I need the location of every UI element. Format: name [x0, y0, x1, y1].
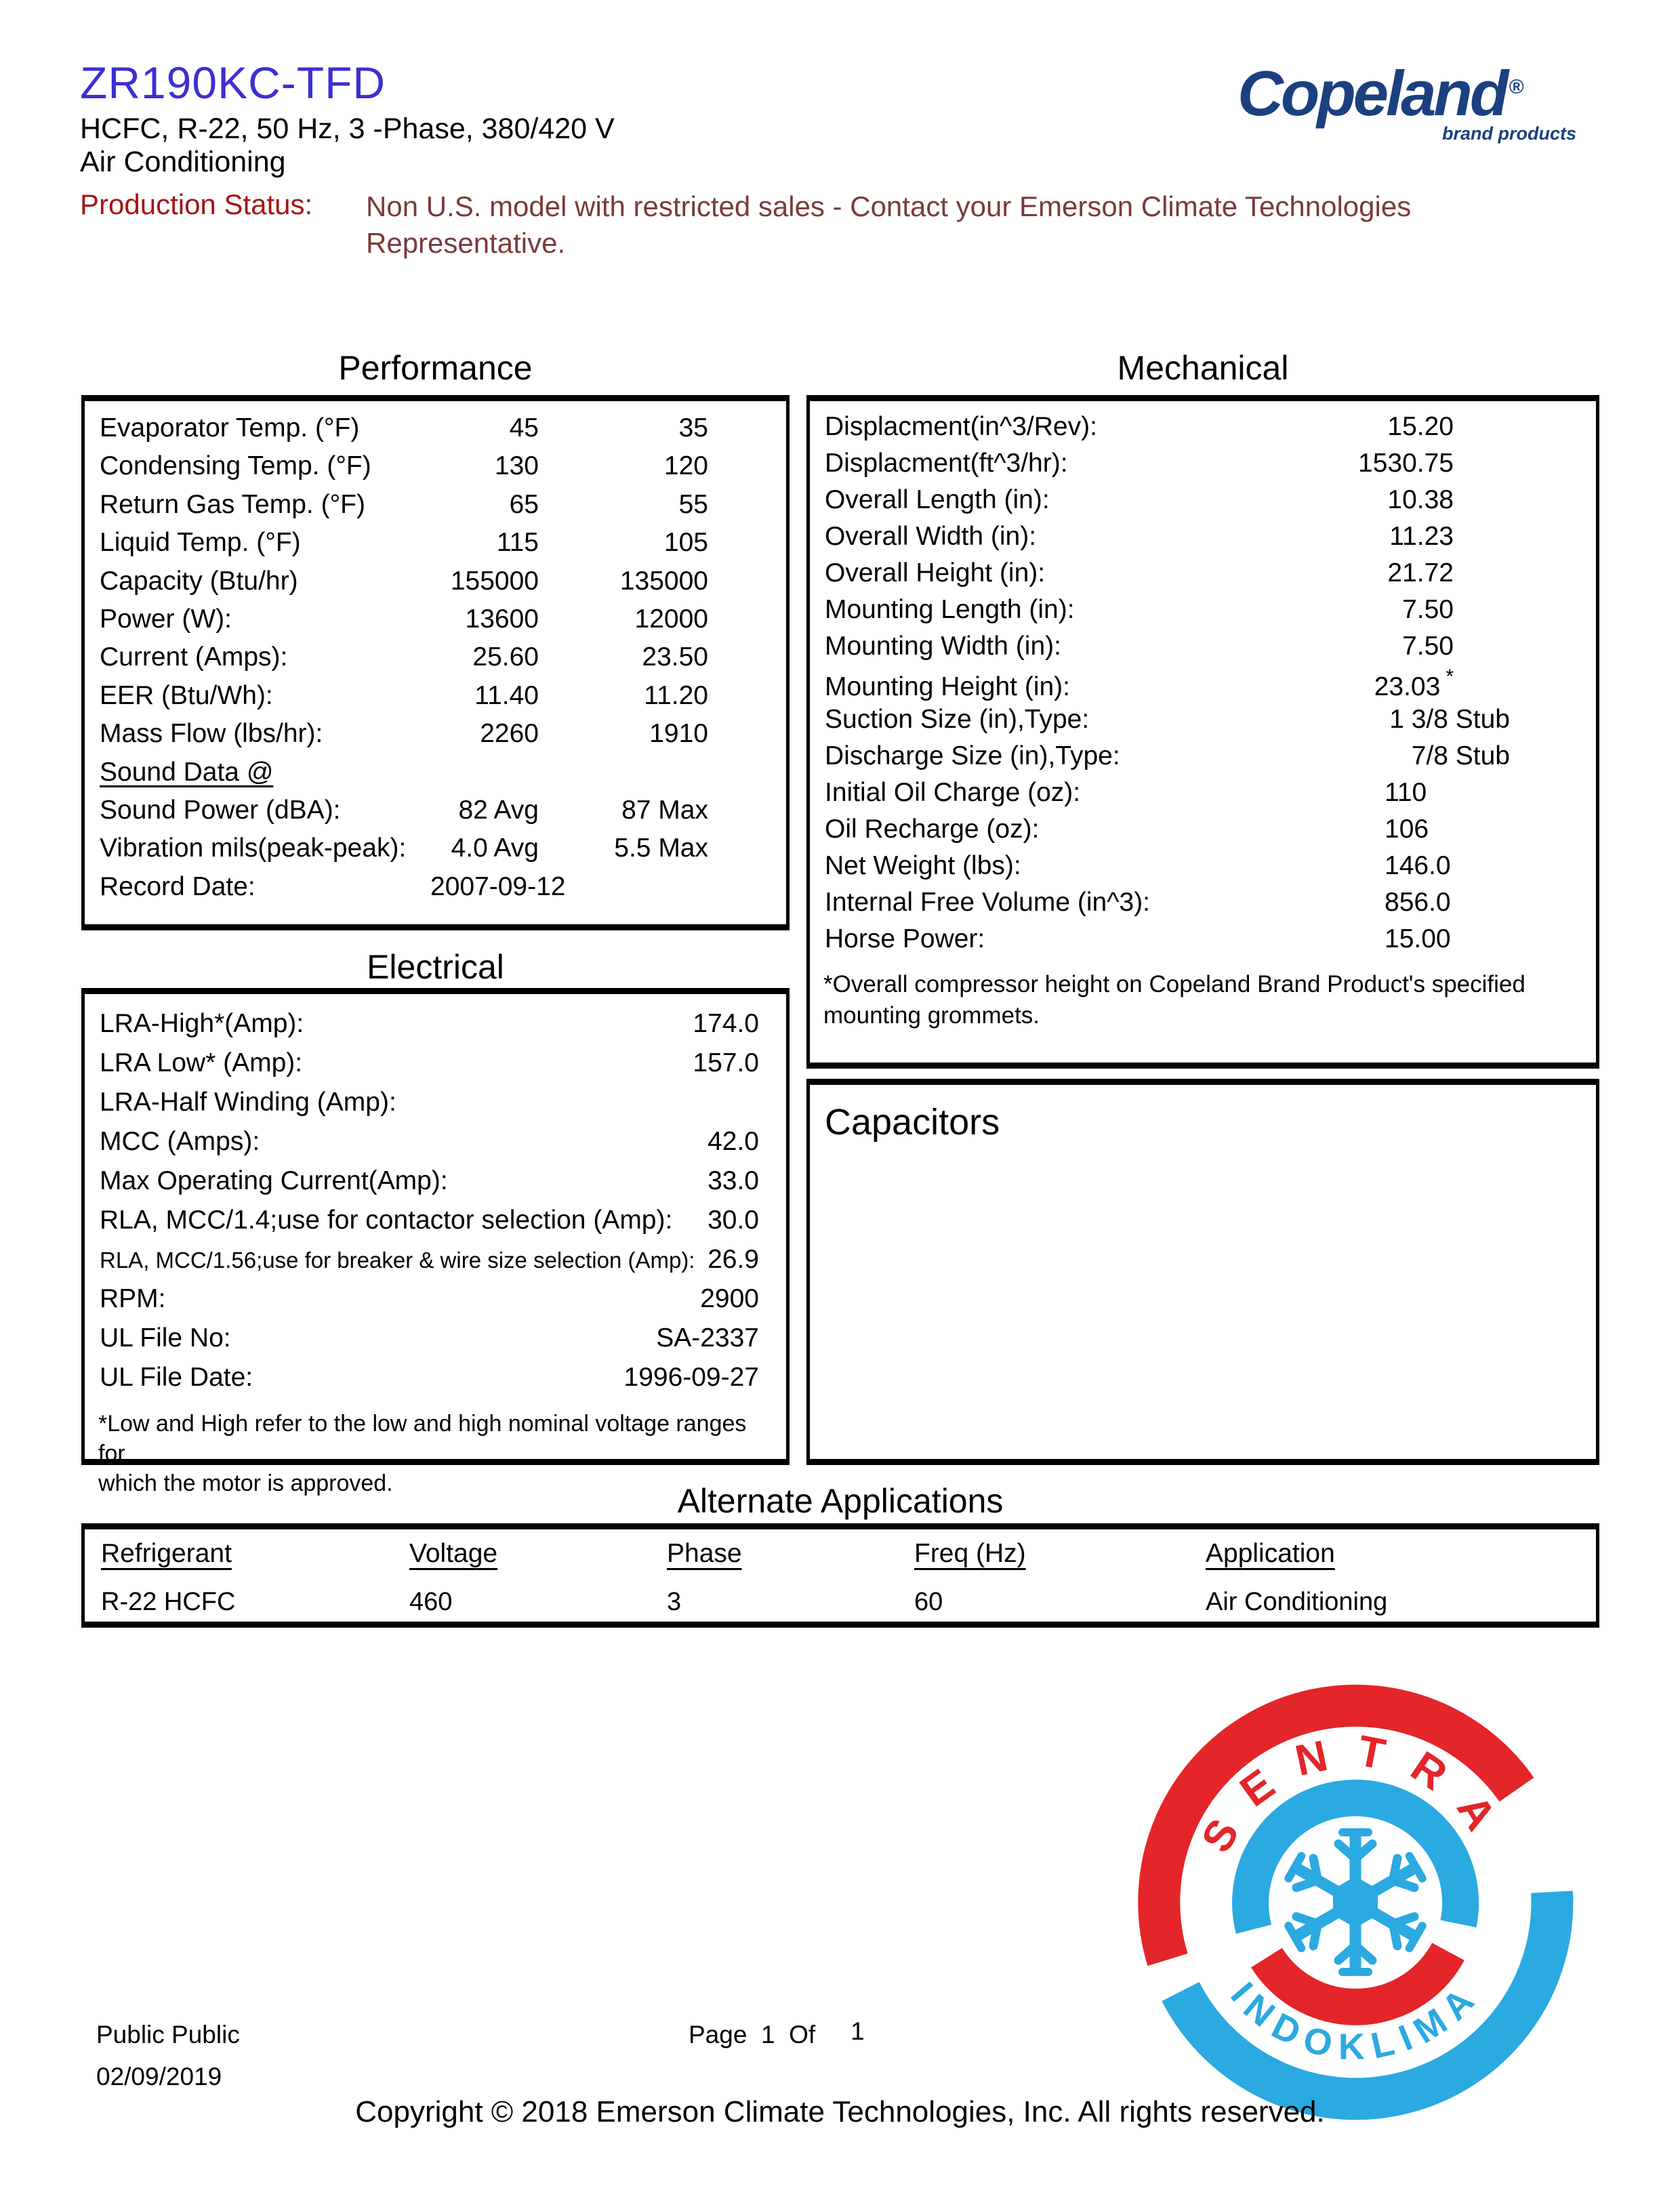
- registered-mark-icon: ®: [1509, 75, 1521, 98]
- row-label: Record Date:: [100, 871, 255, 901]
- row-label: UL File Date:: [100, 1363, 253, 1392]
- table-row: [810, 449, 1596, 485]
- row-label: Suction Size (in),Type:: [825, 705, 1090, 734]
- table-row: [85, 642, 786, 680]
- copeland-logo: [1237, 57, 1603, 144]
- row-value-2: 105: [663, 528, 708, 558]
- row-value-2: 55: [678, 489, 708, 519]
- mechanical-table: [806, 395, 1599, 1069]
- row-value: 157.0: [693, 1048, 759, 1077]
- page-total: 1: [851, 2017, 865, 2045]
- table-row: [810, 741, 1596, 778]
- row-value-1: 115: [496, 528, 539, 558]
- row-label: Mass Flow (lbs/hr):: [100, 719, 323, 749]
- table-row: [85, 758, 786, 796]
- row-label: Overall Length (in):: [825, 485, 1050, 514]
- production-status: [80, 188, 1423, 262]
- row-label: Condensing Temp. (°F): [100, 451, 371, 481]
- capacitors-section: [806, 1079, 1599, 1465]
- row-label: Sound Power (dBA):: [100, 795, 341, 825]
- row-value: 7.50: [1402, 632, 1454, 661]
- row-value-1: 11.40: [474, 680, 539, 710]
- row-value: 11.23: [1389, 522, 1454, 551]
- table-row: [85, 1245, 786, 1284]
- row-value-1: 65: [509, 489, 539, 519]
- production-status-label: Production Status:: [80, 188, 313, 220]
- table-row: [810, 924, 1596, 961]
- row-label: Mounting Height (in):: [825, 672, 1071, 701]
- table-row: [85, 1363, 786, 1402]
- table-row: [85, 1205, 786, 1245]
- row-label: Initial Oil Charge (oz):: [825, 778, 1081, 807]
- mounting-height-value: 23.03: [1374, 672, 1441, 701]
- row-label: UL File No:: [100, 1323, 231, 1353]
- table-header-row: [85, 1539, 1596, 1569]
- row-value-1: 155000: [450, 566, 539, 596]
- row-label: LRA-Half Winding (Amp):: [100, 1088, 396, 1117]
- row-value-2: 11.20: [644, 680, 708, 710]
- table-row: [810, 851, 1596, 888]
- copeland-name: Copeland: [1237, 58, 1507, 129]
- column-header: Voltage: [409, 1539, 498, 1568]
- row-label: LRA-High*(Amp):: [100, 1009, 304, 1038]
- row-label: Return Gas Temp. (°F): [100, 489, 365, 519]
- row-label: RLA, MCC/1.56;use for breaker & wire size selection (Amp):: [100, 1248, 695, 1273]
- row-value: 42.0: [708, 1127, 759, 1156]
- page-number: [689, 2017, 865, 2049]
- row-value-2: 87 Max: [621, 795, 708, 825]
- table-row: [810, 665, 1596, 705]
- footnote-line: which the motor is approved.: [98, 1470, 393, 1497]
- row-value: 174.0: [693, 1009, 759, 1038]
- page-label: Page 1 Of: [689, 2021, 816, 2048]
- row-label: Horse Power:: [825, 924, 985, 953]
- row-label: Mounting Length (in):: [825, 595, 1075, 624]
- row-value-1: 130: [494, 451, 539, 481]
- row-value: 1996-09-27: [623, 1363, 759, 1392]
- footnote-line: *Low and High refer to the low and high nominal voltage ranges for: [98, 1411, 747, 1467]
- alternate-applications-heading: Alternate Applications: [677, 1482, 1004, 1520]
- row-value-2: 12000: [634, 604, 708, 634]
- table-row: [810, 778, 1596, 815]
- row-label: Internal Free Volume (in^3):: [825, 888, 1151, 917]
- table-row: [85, 796, 786, 833]
- row-label: Overall Width (in):: [825, 522, 1037, 551]
- logo-top-text: SENTRA: [1191, 1725, 1519, 1861]
- production-status-value: Non U.S. model with restricted sales - Contact your Emerson Climate Technologies Representative.: [366, 190, 1412, 259]
- row-value-1: 13600: [465, 604, 539, 634]
- row-label: MCC (Amps):: [100, 1127, 260, 1156]
- table-row: [85, 872, 786, 910]
- alternate-applications-table: [81, 1523, 1599, 1628]
- row-label: Net Weight (lbs):: [825, 851, 1021, 880]
- logo-bottom-text: INDOKLIMA: [1223, 1974, 1489, 2067]
- row-label: Power (W):: [100, 604, 232, 634]
- document-classification: Public Public: [96, 2021, 240, 2048]
- row-value: 1530.75: [1358, 449, 1454, 478]
- row-label: Mounting Width (in):: [825, 632, 1061, 661]
- row-value: 30.0: [708, 1205, 759, 1235]
- copeland-wordmark: [1237, 57, 1603, 130]
- row-value-1: 45: [509, 413, 539, 442]
- table-row: [85, 1323, 786, 1363]
- refrigerant-spec-line: HCFC, R-22, 50 Hz, 3 -Phase, 380/420 V: [80, 112, 615, 145]
- table-row: [85, 413, 786, 451]
- mechanical-heading: Mechanical: [1117, 349, 1289, 387]
- row-value: 856.0: [1385, 888, 1451, 917]
- row-label: RPM:: [100, 1284, 166, 1313]
- row-value: 110: [1385, 778, 1427, 807]
- page-title: ZR190KC-TFD: [80, 58, 386, 108]
- footnote-line: *Overall compressor height on Copeland Brand Product's specified: [823, 971, 1525, 997]
- table-row: [85, 1088, 786, 1127]
- table-row: [810, 705, 1596, 741]
- row-value: 106: [1385, 815, 1429, 844]
- row-label: Evaporator Temp. (°F): [100, 413, 360, 442]
- row-value: 2900: [700, 1284, 759, 1313]
- table-row: [85, 1166, 786, 1205]
- table-row: [85, 528, 786, 566]
- row-value: 7/8 Stub: [1411, 741, 1510, 770]
- copyright-line: Copyright © 2018 Emerson Climate Technologies, Inc. All rights reserved.: [355, 2095, 1325, 2128]
- column-header: Application: [1206, 1539, 1335, 1568]
- row-value: 26.9: [708, 1245, 759, 1274]
- table-row: [810, 522, 1596, 558]
- snowflake-icon: [1286, 1832, 1424, 1972]
- table-row: [85, 490, 786, 528]
- table-row: [85, 681, 786, 719]
- table-row: [85, 1048, 786, 1088]
- table-row: [85, 719, 786, 757]
- column-header: Refrigerant: [101, 1539, 232, 1568]
- row-value: 33.0: [708, 1166, 759, 1195]
- mechanical-footnote: [810, 961, 1596, 1031]
- column-header: Phase: [667, 1539, 742, 1568]
- row-label: EER (Btu/Wh):: [100, 680, 273, 710]
- row-value: 15.20: [1387, 412, 1454, 441]
- row-value-2: 23.50: [642, 642, 708, 672]
- row-label: Overall Height (in):: [825, 558, 1046, 588]
- table-row: [810, 888, 1596, 924]
- copeland-tagline: brand products: [1441, 123, 1576, 144]
- row-label: Vibration mils(peak-peak):: [100, 833, 407, 863]
- row-value: 10.38: [1387, 485, 1454, 514]
- row-value: 15.00: [1385, 924, 1451, 953]
- row-value-2: 5.5 Max: [614, 833, 708, 863]
- row-value: [1216, 665, 1596, 702]
- row-value: 7.50: [1402, 595, 1454, 624]
- footnote-line: mounting grommets.: [823, 1002, 1040, 1029]
- row-value-1: 82 Avg: [458, 795, 539, 825]
- cell-application: Air Conditioning: [1206, 1588, 1388, 1616]
- row-label: Liquid Temp. (°F): [100, 528, 301, 558]
- row-label: Displacment(in^3/Rev):: [825, 412, 1097, 441]
- performance-heading: Performance: [338, 349, 533, 387]
- row-label: Oil Recharge (oz):: [825, 815, 1040, 844]
- table-row: [85, 833, 786, 871]
- row-value-2: 120: [663, 451, 708, 481]
- row-value-1: 2260: [480, 719, 539, 749]
- table-row: [810, 558, 1596, 595]
- table-row: [85, 451, 786, 489]
- table-row: [810, 632, 1596, 668]
- electrical-table: [81, 988, 790, 1497]
- table-row: [85, 566, 786, 604]
- row-value-1: 4.0 Avg: [451, 833, 539, 863]
- column-header: Freq (Hz): [914, 1539, 1026, 1568]
- table-row: [810, 412, 1596, 449]
- table-row: [810, 815, 1596, 851]
- sentra-indoklima-logo: [1122, 1668, 1589, 2136]
- row-value-2: 135000: [619, 566, 708, 596]
- capacitors-heading: Capacitors: [825, 1102, 1000, 1142]
- cell-voltage: 460: [409, 1588, 453, 1616]
- row-label: RLA, MCC/1.4;use for contactor selection (Amp):: [100, 1205, 673, 1235]
- footnote-asterisk: *: [1446, 665, 1454, 688]
- application-line: Air Conditioning: [80, 146, 286, 178]
- row-value: 1 3/8 Stub: [1389, 705, 1510, 734]
- cell-refrigerant: R-22 HCFC: [101, 1588, 236, 1616]
- document-date: 02/09/2019: [96, 2063, 222, 2090]
- row-value: 146.0: [1385, 851, 1451, 880]
- row-label: Discharge Size (in),Type:: [825, 741, 1120, 770]
- row-value: SA-2337: [656, 1323, 759, 1353]
- row-value-1: 25.60: [472, 642, 539, 672]
- row-label: Displacment(ft^3/hr):: [825, 449, 1068, 478]
- performance-table: [81, 395, 790, 930]
- table-row: [810, 595, 1596, 632]
- row-value-1: 2007-09-12: [430, 871, 566, 901]
- row-value: 21.72: [1387, 558, 1454, 588]
- electrical-heading: Electrical: [367, 948, 504, 986]
- sound-data-subheading: Sound Data @: [100, 757, 274, 787]
- cell-phase: 3: [667, 1588, 682, 1616]
- table-row: [85, 604, 786, 642]
- table-row: [810, 485, 1596, 522]
- row-label: LRA Low* (Amp):: [100, 1048, 303, 1077]
- row-label: Max Operating Current(Amp):: [100, 1166, 448, 1195]
- table-row: [85, 1009, 786, 1048]
- cell-freq: 60: [914, 1588, 943, 1616]
- table-row: [85, 1127, 786, 1166]
- table-row: [85, 1588, 1596, 1617]
- row-label: Current (Amps):: [100, 642, 288, 672]
- row-value-2: 35: [678, 413, 708, 442]
- table-row: [85, 1284, 786, 1323]
- row-value-2: 1910: [649, 719, 708, 749]
- row-label: Capacity (Btu/hr): [100, 566, 298, 596]
- electrical-footnote: [85, 1402, 786, 1499]
